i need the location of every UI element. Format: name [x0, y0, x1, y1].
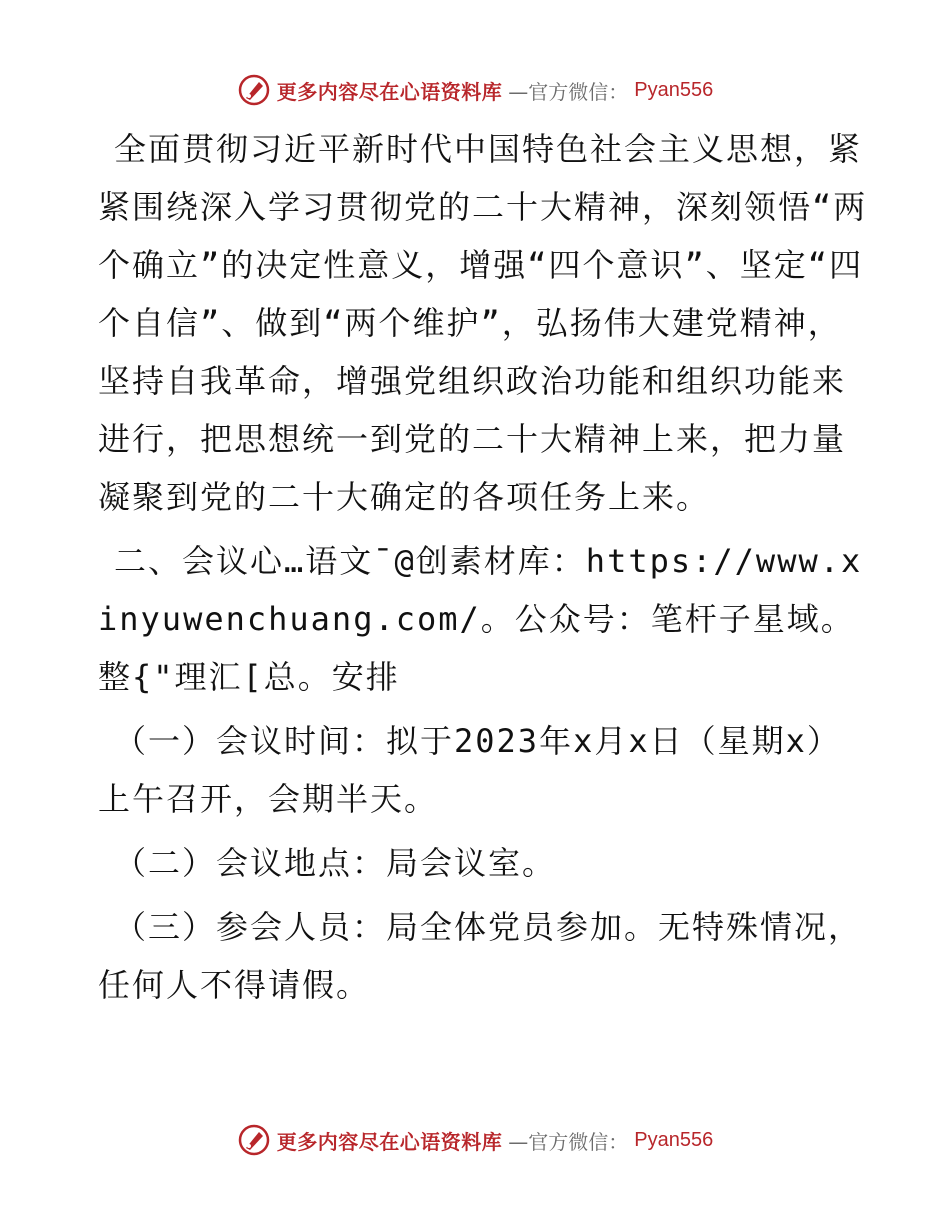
banner-brand-text: 更多内容尽在心语资料库 — [276, 79, 503, 104]
header-banner — [0, 70, 950, 110]
banner — [237, 1123, 713, 1157]
banner-account-id: Pyan556 — [634, 1128, 714, 1151]
document-body — [98, 120, 868, 1020]
paragraph-meeting-time: （一）会议时间：拟于2023年x月x日（星期x）上午召开，会期半天。 — [98, 722, 841, 818]
paragraph-meeting-location: （二）会议地点：局会议室。 — [114, 844, 557, 882]
banner-account-id: Pyan556 — [634, 78, 714, 101]
banner-brand-text: 更多内容尽在心语资料库 — [276, 1129, 503, 1154]
footer-banner — [0, 1120, 950, 1160]
pen-nib-logo-icon — [237, 73, 271, 107]
paragraph-attendees: （三）参会人员：局全体党员参加。无特殊情况，任何人不得请假。 — [98, 908, 863, 1004]
paragraph-section-two-heading: 二、会议心…语文¯@创素材库：https://www.xinyuwenchuang.com/。公众号：笔杆子星域。整{"理汇[总。安排 — [98, 542, 863, 696]
banner-official-label: —官方微信： — [508, 1129, 629, 1154]
banner — [237, 73, 713, 107]
pen-nib-logo-icon — [237, 1123, 271, 1157]
banner-official-label: —官方微信： — [508, 79, 629, 104]
paragraph-guiding-thought: 全面贯彻习近平新时代中国特色社会主义思想，紧紧围绕深入学习贯彻党的二十大精神，深刻领悟“两个确立”的决定性意义，增强“四个意识”、坚定“四个自信”、做到“两个维护”，弘扬伟大建党精神，坚持自我革命，增强党组织政治功能和组织功能来进行，把思想统一到党的二十大精神上来，把力量凝聚到党的二十大确定的各项任务上来。 — [98, 130, 868, 516]
